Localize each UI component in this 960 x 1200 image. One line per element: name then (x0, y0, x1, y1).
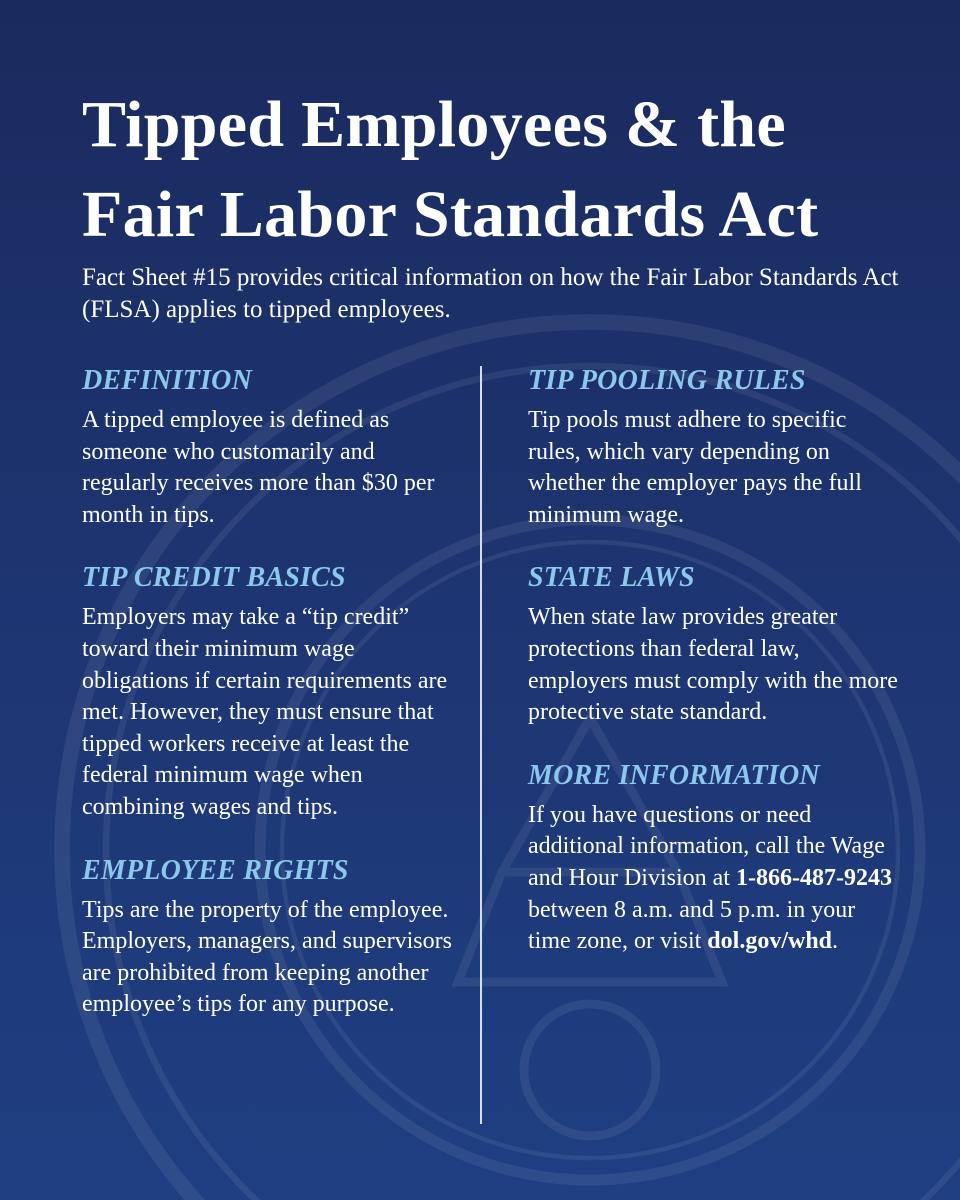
contact-text-middle: between 8 a.m. and 5 p.m. in your time zone, or visit (528, 896, 856, 955)
section-body: Tips are the property of the employee. Employers, managers, and supervisors are prohibited from keeping another employee’s tips for any purpose. (82, 896, 452, 1018)
intro-text: Fact Sheet #15 provides critical information on how the Fair Labor Standards Act (FLSA) applies to tipped employees. (82, 264, 899, 323)
page-title: Tipped Employees & the Fair Labor Standards Act (82, 88, 819, 251)
section-body: Employers may take a “tip credit” toward their minimum wage obligations if certain requirements are met. However, they must ensure that tipped workers receive at least the federal minimum wage when combining wages and tips. (82, 604, 448, 820)
phone-number: 1-866-487-9243 (735, 864, 892, 891)
contact-text-end: . (832, 928, 839, 955)
section-heading: STATE LAWS (528, 562, 695, 594)
right-column (528, 363, 898, 958)
website-link: dol.gov/whd (707, 928, 833, 955)
section-heading: TIP CREDIT BASICS (82, 562, 346, 594)
section-body (528, 800, 898, 958)
section-body: A tipped employee is defined as someone who customarily and regularly receives more than $30 per month in tips. (82, 407, 435, 528)
section-tip-credit-basics (82, 560, 452, 823)
column-divider (480, 366, 482, 1124)
section-heading: EMPLOYEE RIGHTS (82, 854, 349, 886)
section-heading: DEFINITION (82, 365, 253, 396)
section-heading: MORE INFORMATION (528, 759, 820, 791)
contact-text-start: If you have questions or need additional information, call the Wage and Hour Division at (528, 801, 885, 891)
section-definition (82, 363, 452, 531)
section-heading: TIP POOLING RULES (528, 365, 806, 396)
section-state-laws (528, 560, 898, 728)
section-more-information (528, 758, 898, 958)
section-body: When state law provides greater protections than federal law, employers must comply with the more protective state standard. (528, 604, 898, 726)
section-body: Tip pools must adhere to specific rules, which vary depending on whether the employer pays the full minimum wage. (528, 407, 862, 528)
section-tip-pooling-rules (528, 363, 898, 531)
section-employee-rights (82, 853, 452, 1021)
left-column (82, 363, 452, 1021)
